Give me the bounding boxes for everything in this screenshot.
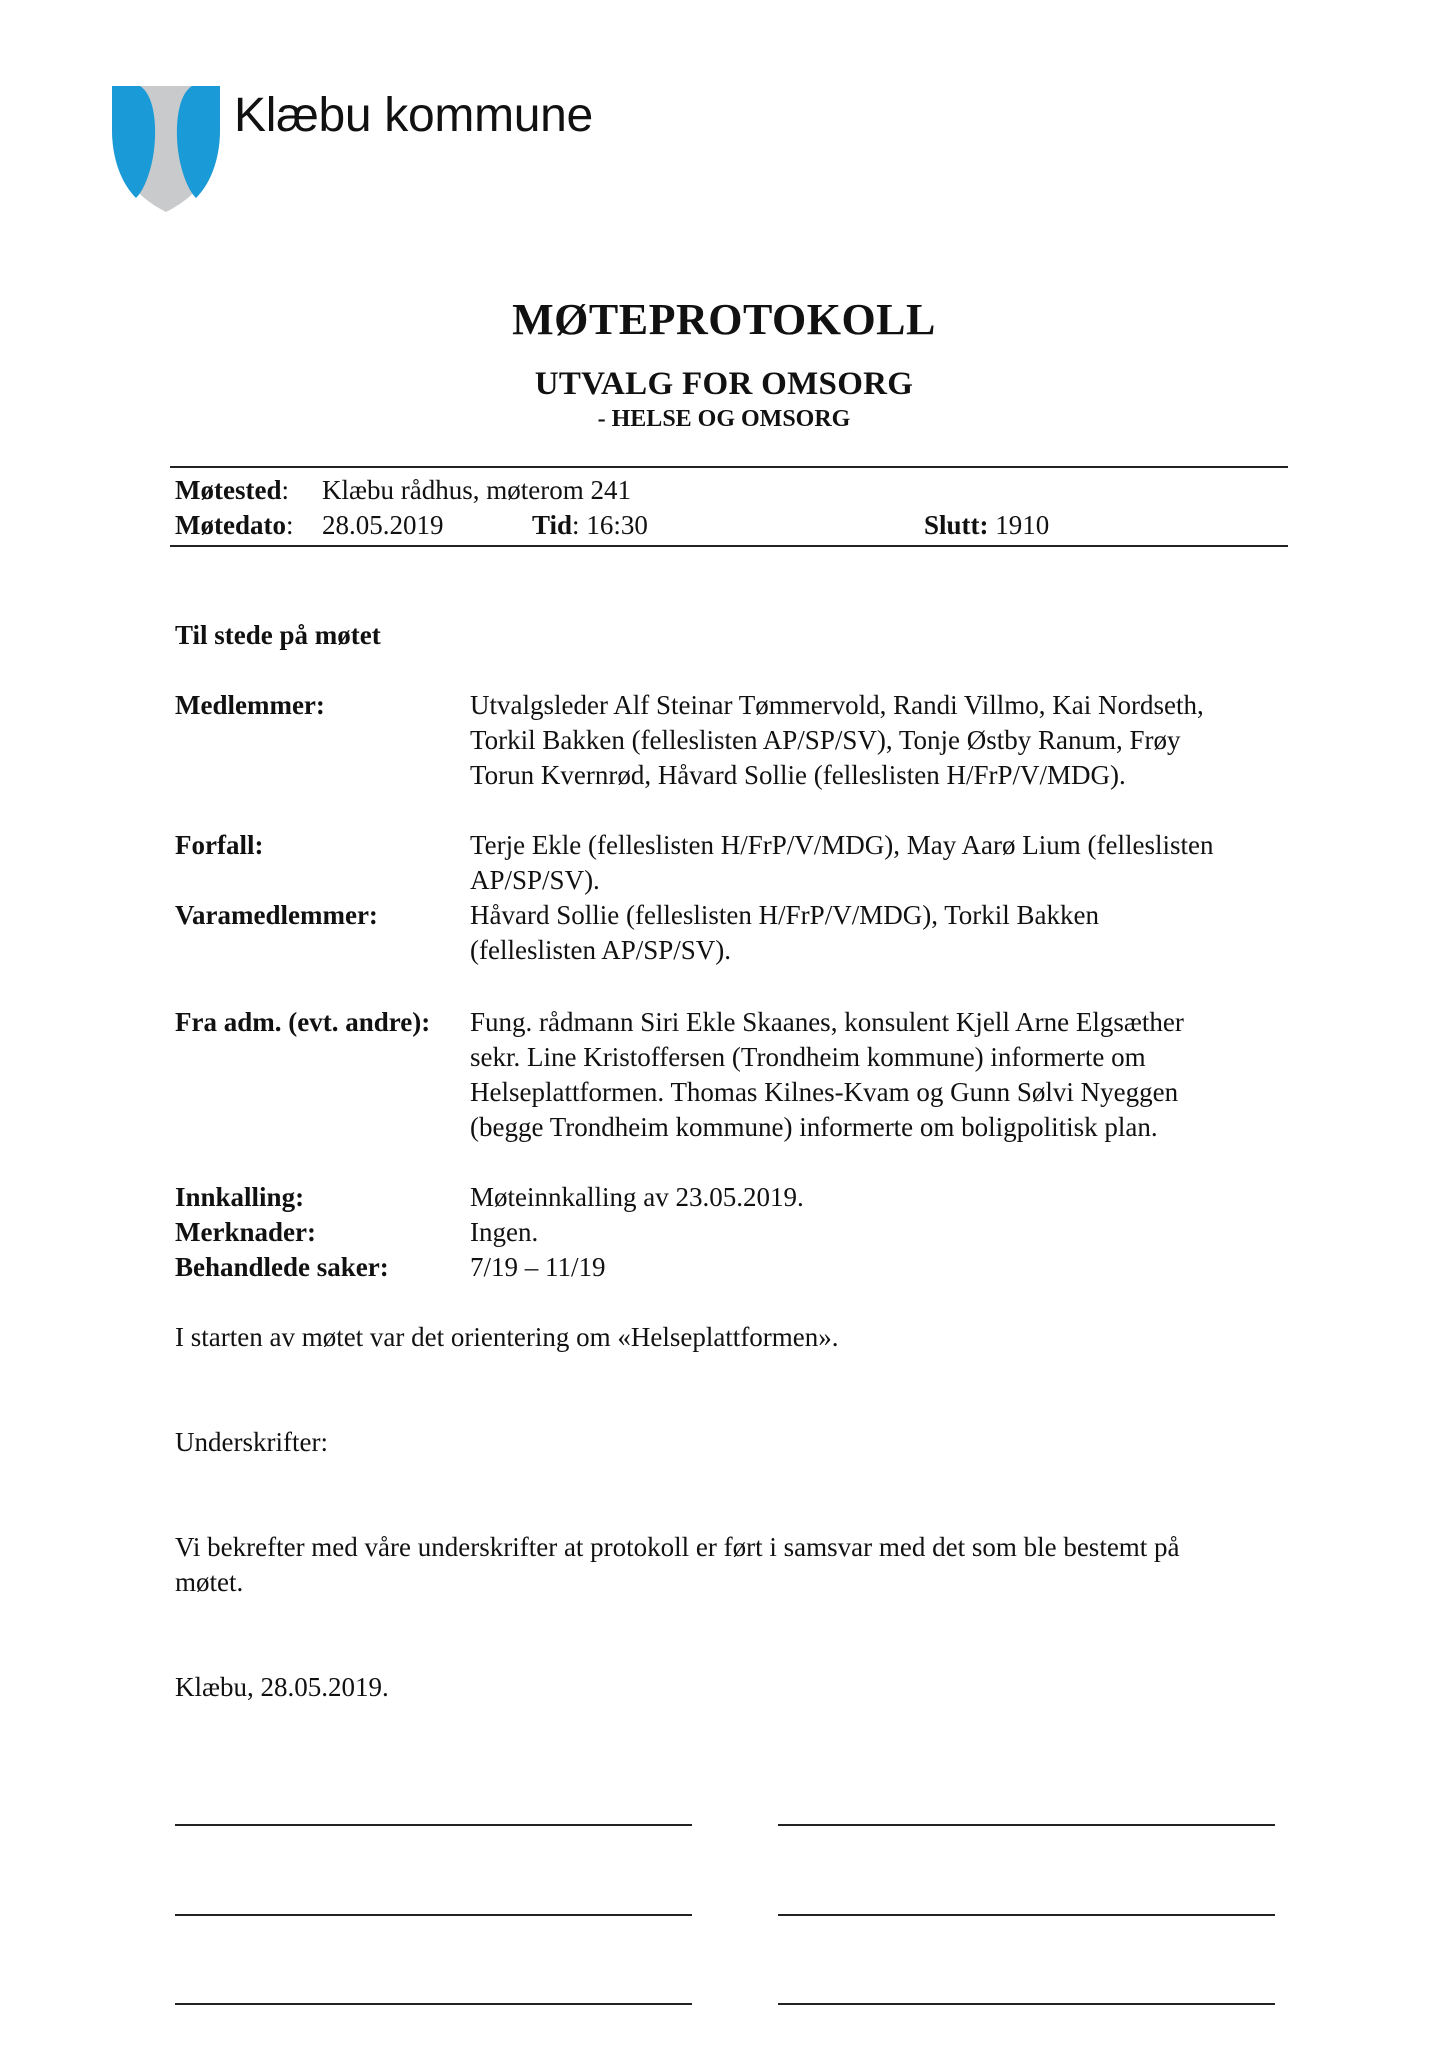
absent-line: Terje Ekle (felleslisten H/FrP/V/MDG), May Aarø Lium (felleslisten	[470, 830, 1214, 860]
absent-label: Forfall:	[175, 830, 264, 860]
meeting-time-label: Tid	[532, 510, 573, 540]
members-line: Torun Kvernrød, Håvard Sollie (felleslisten H/FrP/V/MDG).	[470, 760, 1126, 790]
cases-value: 7/19 – 11/19	[470, 1252, 606, 1282]
meeting-place-row: Møtested:	[175, 475, 289, 505]
meeting-end-label: Slutt:	[924, 510, 989, 540]
meeting-date-value: 28.05.2019	[322, 510, 444, 540]
attendance-heading: Til stede på møtet	[175, 620, 381, 650]
document-title: MØTEPROTOKOLL	[512, 295, 936, 344]
summons-value: Møteinnkalling av 23.05.2019.	[470, 1182, 804, 1212]
committee-name: UTVALG FOR OMSORG	[534, 366, 914, 402]
meeting-time: Tid: 16:30	[532, 510, 648, 540]
meeting-place-value: Klæbu rådhus, møterom 241	[322, 475, 631, 505]
meeting-end-value: 1910	[995, 510, 1050, 540]
signature-line	[175, 1824, 692, 1826]
admin-list	[470, 1005, 1184, 1145]
admin-line: sekr. Line Kristoffersen (Trondheim kommune) informerte om	[470, 1042, 1146, 1072]
admin-line: Helseplattformen. Thomas Kilnes-Kvam og Gunn Sølvi Nyeggen	[470, 1077, 1179, 1107]
signatures-heading: Underskrifter:	[175, 1427, 328, 1457]
confirmation-line: Vi bekrefter med våre underskrifter at protokoll er ført i samsvar med det som ble bestemt på	[175, 1532, 1180, 1562]
divider-top	[170, 466, 1288, 468]
admin-line: Fung. rådmann Siri Ekle Skaanes, konsulent Kjell Arne Elgsæther	[470, 1007, 1184, 1037]
place-date: Klæbu, 28.05.2019.	[175, 1672, 389, 1702]
organization-name: Klæbu kommune	[234, 89, 593, 142]
deputies-line: Håvard Sollie (felleslisten H/FrP/V/MDG), Torkil Bakken	[470, 900, 1100, 930]
coat-of-arms-icon	[112, 86, 220, 212]
deputies-label: Varamedlemmer:	[175, 900, 378, 930]
remarks-label: Merknader:	[175, 1217, 316, 1247]
subcommittee-name: - HELSE OG OMSORG	[597, 406, 851, 432]
cases-label: Behandlede saker:	[175, 1252, 389, 1282]
signature-line	[778, 1914, 1275, 1916]
admin-label: Fra adm. (evt. andre):	[175, 1007, 431, 1037]
confirmation-line: møtet.	[175, 1567, 244, 1597]
meeting-time-value: 16:30	[586, 510, 648, 540]
absent-line: AP/SP/SV).	[470, 865, 600, 895]
meeting-place-label: Møtested	[175, 475, 282, 505]
signature-line	[175, 1914, 692, 1916]
members-list	[470, 688, 1204, 793]
signature-line	[175, 2003, 692, 2005]
signature-line	[778, 2003, 1275, 2005]
meeting-date-label: Møtedato	[175, 510, 286, 540]
meeting-end	[924, 508, 1049, 543]
deputies-list	[470, 898, 1099, 968]
signature-line	[778, 1824, 1275, 1826]
divider-bottom	[170, 545, 1288, 547]
members-line: Torkil Bakken (felleslisten AP/SP/SV), Tonje Østby Ranum, Frøy	[470, 725, 1181, 755]
absent-list	[470, 828, 1213, 898]
deputies-line: (felleslisten AP/SP/SV).	[470, 935, 732, 965]
orientation-text: I starten av møtet var det orientering om «Helseplattformen».	[175, 1322, 839, 1352]
members-line: Utvalgsleder Alf Steinar Tømmervold, Randi Villmo, Kai Nordseth,	[470, 690, 1204, 720]
summons-label: Innkalling:	[175, 1182, 305, 1212]
remarks-value: Ingen.	[470, 1217, 539, 1247]
members-label: Medlemmer:	[175, 690, 325, 720]
admin-line: (begge Trondheim kommune) informerte om boligpolitisk plan.	[470, 1112, 1158, 1142]
confirmation-text	[175, 1530, 1180, 1600]
meeting-date-row: Møtedato:	[175, 510, 294, 540]
